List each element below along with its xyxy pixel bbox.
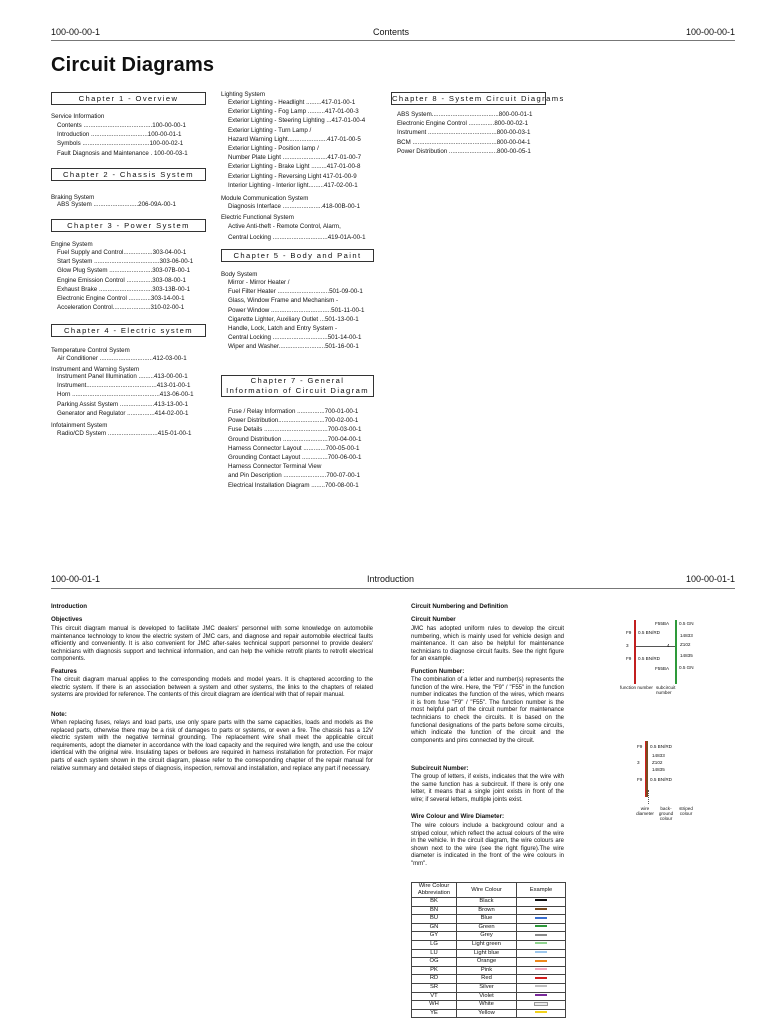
colour-abbreviation: PK xyxy=(412,966,457,975)
table-row xyxy=(412,915,566,924)
toc-entry[interactable]: and Pin Description .........................700-07-00-1 xyxy=(228,472,361,480)
toc-entry[interactable]: Power Distribution ............................800-00-05-1 xyxy=(397,147,531,155)
col-abbr-header: Wire Colour Abbreviation xyxy=(412,883,457,898)
colour-example xyxy=(517,906,566,915)
chapter-1-box: Chapter 1 - Overview xyxy=(51,92,206,105)
module-comm-list xyxy=(228,202,360,211)
label-14833: 14833 xyxy=(680,633,693,638)
chapter-5-box: Chapter 5 - Body and Paint xyxy=(221,249,374,262)
function-number-paragraph: The combination of a letter and number(s) represents the function of the wire. Here, the "F9" / "F55" in the function number indicates the function of the wires, which means it is from fuse "F9" / "F55". The function number is the most helpful part of the circuit number for maintenance technicians to check the circuits. It is based on the functional designations of the parts before some circuits, which indicate the function of the circuit and the components and pins connected by the circuit. xyxy=(411,677,564,744)
toc-entry[interactable]: Exterior Lighting - Steering Lighting ...417-01-00-4 xyxy=(228,117,366,125)
colour-swatch xyxy=(535,994,547,996)
features-paragraph: The circuit diagram manual applies to the corresponding models and model years. It is chaptered according to the electric system. If there is an association between a system and other systems, the links to the chapters of related systems are provided for reference. The contents of this circuit diagram are identical with that of repair manual. xyxy=(51,677,373,699)
note-heading: Note: xyxy=(51,711,67,718)
colour-example xyxy=(517,932,566,941)
infotainment-heading: Infotainment System xyxy=(51,422,108,429)
caption-background-colour: back-ground colour xyxy=(658,806,674,821)
toc-entry[interactable]: Exterior Lighting - Turn Lamp / xyxy=(228,126,312,134)
toc-entry[interactable]: Mirror - Mirror Heater / xyxy=(228,279,290,286)
lighting-list xyxy=(228,98,365,190)
toc-entry[interactable]: BCM .................................................800-00-04-1 xyxy=(397,138,531,146)
header-left-code: 100-00-00-1 xyxy=(51,27,101,37)
leader-line xyxy=(648,790,649,804)
chapter-4-box: Chapter 4 - Electric system xyxy=(51,324,206,337)
toc-entry[interactable]: Glass, Window Frame and Mechanism - xyxy=(228,297,339,305)
colour-name: Orange xyxy=(457,958,517,967)
toc-entry[interactable]: Harness Connector Terminal View xyxy=(228,463,322,471)
colour-swatch xyxy=(535,942,547,944)
header-left-code: 100-00-01-1 xyxy=(51,574,101,584)
colour-example xyxy=(517,940,566,949)
general-info-list xyxy=(228,407,361,490)
subcircuit-paragraph: The group of letters, if exists, indicates that the wire with the same function has a subcircuit. If there is only one letter, it means that a single joint exists in front of the wire; if several letters, multiple joints exist. xyxy=(411,774,564,803)
colour-abbreviation: SR xyxy=(412,983,457,992)
braking-heading: Braking System xyxy=(51,194,95,201)
label-3: 3 xyxy=(637,760,640,765)
label-bnrd: 0.5 BN/RD xyxy=(650,744,672,749)
colour-example xyxy=(517,975,566,984)
toc-entry[interactable]: Start System ......................................303-06-00-1 xyxy=(57,258,194,266)
label-bnrd: 0.5 BN/RD xyxy=(638,630,660,635)
toc-entry[interactable]: Engine Emission Control ...............303-08-00-1 xyxy=(57,276,186,284)
engine-heading: Engine System xyxy=(51,241,93,248)
colour-example xyxy=(517,898,566,907)
toc-entry[interactable]: Generator and Regulator ................414-02-00-1 xyxy=(57,409,189,417)
colour-name: Black xyxy=(457,898,517,907)
colour-example xyxy=(517,966,566,975)
wire-colour-heading: Wire Colour and Wire Diameter: xyxy=(411,813,505,820)
table-row xyxy=(412,949,566,958)
toc-entry[interactable]: Electronic Engine Control .............303-14-00-1 xyxy=(57,295,185,303)
colour-abbreviation: LG xyxy=(412,940,457,949)
colour-abbreviation: RD xyxy=(412,975,457,984)
label-4: 4 xyxy=(667,643,670,648)
toc-entry[interactable]: ABS System ..........................206-09A-00-1 xyxy=(57,201,176,208)
colour-example xyxy=(517,958,566,967)
toc-entry[interactable]: Grounding Contact Layout ...............700-06-00-1 xyxy=(228,454,362,462)
red-wire xyxy=(634,620,636,684)
green-wire xyxy=(675,620,677,684)
body-heading: Body System xyxy=(221,271,258,278)
toc-entry[interactable]: Cigarette Lighter, Auxiliary Outlet ...501-13-00-1 xyxy=(228,315,359,323)
temp-control-list xyxy=(57,354,187,363)
colour-abbreviation: BN xyxy=(412,906,457,915)
chapter-7-box: Chapter 7 - General Information of Circuit Diagram xyxy=(221,375,374,397)
header-rule xyxy=(51,40,735,41)
toc-entry[interactable]: Fuel Filter Heater ..............................501-09-00-1 xyxy=(228,288,363,296)
colour-name: Brown xyxy=(457,906,517,915)
col-name-header: Wire Colour xyxy=(457,883,517,898)
table-row xyxy=(412,966,566,975)
temp-control-heading: Temperature Control System xyxy=(51,347,130,354)
toc-entry[interactable]: Fault Diagnosis and Maintenance . 100-00-03-1 xyxy=(57,149,188,157)
toc-entry[interactable]: Introduction .................................100-00-01-1 xyxy=(57,131,182,139)
label-f55ba: F55BA xyxy=(655,621,670,626)
label-bnrd-lower: 0.5 BN/RD xyxy=(638,656,660,661)
objectives-paragraph: This circuit diagram manual is developed to facilitate JMC dealers' personnel with some knowledge on automobile maintenance technology to know the electric system of JMC cars, and diagnose and repair automobile electrical faults efficiently and conveniently. It is also convenient for JMC after-sales technical support personnel to provide dealers' technicians with diagnosis support and technical information, and can help the vehicle retrofit plants to retrofit electrical components. xyxy=(51,626,373,663)
label-f9-lower: F9 xyxy=(637,777,643,782)
colour-swatch xyxy=(535,908,547,910)
colour-abbreviation: WH xyxy=(412,1001,457,1010)
label-f9-lower: F9 xyxy=(626,656,632,661)
toc-entry[interactable]: Exterior Lighting - Fog Lamp ..........417-01-00-3 xyxy=(228,108,359,116)
chapter-2-box: Chapter 2 - Chassis System xyxy=(51,168,206,181)
module-comm-heading: Module Communication System xyxy=(221,195,309,202)
toc-entry[interactable]: Exhaust Brake ...............................303-13B-00-1 xyxy=(57,285,191,293)
numbering-heading: Circuit Numbering and Definition xyxy=(411,603,508,610)
service-info-list xyxy=(57,121,188,158)
colour-name: Blue xyxy=(457,915,517,924)
header-center-title: Contents xyxy=(373,27,410,37)
colour-abbreviation: LU xyxy=(412,949,457,958)
colour-name: Violet xyxy=(457,992,517,1001)
toc-entry[interactable]: Horn ...................................................413-06-00-1 xyxy=(57,391,194,399)
colour-swatch xyxy=(535,968,547,970)
colour-name: Yellow xyxy=(457,1009,517,1018)
note-paragraph: When replacing fuses, relays and load parts, use only spare parts with the same capacities, loads and models as the replaced parts, otherwise there may be a risk of damages to parts or systems, or even a fire. The chassis has a 12V electric system with the negative terminal grounding. The replacement wire shall meet the applicable circuit requirements, adopt the diameter in accordance with the load capacity and the required wire length, and use the colour identical with the original wire. Insulating tapes or bellows are required in harness installation for protection. For major parts of each system shown in the circuit diagram, please refer to the corresponding chapter of the repair manual for relative summary and detailed steps of diagnosis, inspection, removal and installation, and replace any part if necessary. xyxy=(51,720,373,772)
circuit-number-paragraph: JMC has adopted uniform rules to develop the circuit numbering, which is mainly used for vehicle design and maintenance. It can also be helpful for maintenance technicians to diagnose circuit faults. See the right figure for an example. xyxy=(411,626,564,663)
toc-entry[interactable]: Interior Lighting - Interior light.........417-02-00-1 xyxy=(228,181,358,189)
instrument-heading: Instrument and Warning System xyxy=(51,366,140,373)
toc-entry[interactable]: Central Locking ................................501-14-00-1 xyxy=(228,334,362,342)
colour-swatch xyxy=(535,985,547,987)
wire-colour-paragraph: The wire colours include a background colour and a striped colour, which reflect the actual colours of the wire in the vehicle. In the circuit diagram, the wire colours are shown next to the wire (see the right figure).The wire diameter is indicated in the front of the wire colours in "mm". xyxy=(411,823,564,867)
toc-entry[interactable]: Contents ........................................100-00-00-1 xyxy=(57,122,186,129)
objectives-heading: Objectives xyxy=(51,616,83,623)
toc-entry[interactable]: Symbols .......................................100-00-02-1 xyxy=(57,140,184,148)
colour-example xyxy=(517,983,566,992)
toc-entry[interactable]: Diagnosis Interface .......................418-00B-00-1 xyxy=(228,203,361,210)
toc-entry[interactable]: Ground Distribution ..........................700-04-00-1 xyxy=(228,435,362,443)
colour-example xyxy=(517,915,566,924)
toc-entry[interactable]: Power Window ...................................501-11-00-1 xyxy=(228,306,365,314)
table-header-row xyxy=(412,883,566,898)
system-diagrams-list xyxy=(397,110,533,156)
toc-entry[interactable]: Glow Plug System .........................303-07B-00-1 xyxy=(57,267,191,275)
label-f9: F9 xyxy=(626,630,632,635)
electric-functional-heading: Electric Functional System xyxy=(221,214,294,221)
colour-abbreviation: GN xyxy=(412,923,457,932)
colour-example xyxy=(517,1009,566,1018)
colour-swatch xyxy=(535,917,547,919)
colour-example xyxy=(517,992,566,1001)
colour-name: White xyxy=(457,1001,517,1010)
table-row xyxy=(412,1009,566,1018)
caption-subcircuit-number: subcircuit number xyxy=(656,685,676,695)
braking-list xyxy=(57,200,176,209)
colour-example xyxy=(517,949,566,958)
toc-entry[interactable]: Wiper and Washer...........................501-16-00-1 xyxy=(228,343,359,351)
intro-heading: Introduction xyxy=(51,603,88,610)
label-z102: Z102 xyxy=(652,760,663,765)
colour-swatch xyxy=(535,925,547,927)
caption-wire-diameter: wire diameter xyxy=(636,806,654,816)
toc-entry[interactable]: Active Anti-theft - Remote Control, Alarm, xyxy=(228,223,341,230)
service-info-heading: Service Information xyxy=(51,113,105,120)
table-row xyxy=(412,923,566,932)
toc-entry[interactable]: Hazard Warning Light.......................417-01-00-5 xyxy=(228,135,361,143)
toc-entry[interactable]: Number Plate Light ..........................417-01-00-7 xyxy=(228,154,362,162)
colour-abbreviation: YE xyxy=(412,1009,457,1018)
page-title: Circuit Diagrams xyxy=(51,54,215,76)
header-center-title: Introduction xyxy=(367,574,415,584)
colour-example xyxy=(517,1001,566,1010)
label-14833: 14833 xyxy=(652,753,665,758)
table-row xyxy=(412,958,566,967)
table-row xyxy=(412,1001,566,1010)
colour-name: Grey xyxy=(457,932,517,941)
label-f55ba-lower: F55BA xyxy=(655,666,670,671)
toc-entry[interactable]: Exterior Lighting - Reversing Light 417-01-00-9 xyxy=(228,172,357,180)
toc-entry[interactable]: Central Locking ................................419-01A-00-1 xyxy=(228,234,366,241)
table-row xyxy=(412,992,566,1001)
infotainment-list xyxy=(57,429,191,438)
colour-abbreviation: GY xyxy=(412,932,457,941)
colour-abbreviation: BU xyxy=(412,915,457,924)
chapter-8-box: Chapter 8 - System Circuit Diagrams xyxy=(392,94,565,103)
toc-entry[interactable]: Radio/CD System .............................415-01-00-1 xyxy=(57,430,192,437)
red-stripe xyxy=(645,741,646,797)
colour-name: Green xyxy=(457,923,517,932)
circuit-number-heading: Circuit Number xyxy=(411,616,456,623)
colour-abbreviation: VT xyxy=(412,992,457,1001)
chapter-3-box: Chapter 3 - Power System xyxy=(51,219,206,232)
label-bnrd-lower: 0.5 BN/RD xyxy=(650,777,672,782)
colour-swatch xyxy=(534,1002,548,1006)
colour-name: Silver xyxy=(457,983,517,992)
header-rule xyxy=(51,588,735,589)
toc-entry[interactable]: ABS System.......................................800-00-01-1 xyxy=(397,111,533,118)
table-row xyxy=(412,932,566,941)
colour-swatch xyxy=(535,934,547,936)
subcircuit-heading: Subcircuit Number: xyxy=(411,765,469,772)
colour-name: Red xyxy=(457,975,517,984)
toc-entry[interactable]: Parking Assist System ....................413-13-00-1 xyxy=(57,400,189,408)
toc-entry[interactable]: Fuse / Relay Information ................700-01-00-1 xyxy=(228,408,359,415)
toc-entry[interactable]: Electronic Engine Control ...............800-00-02-1 xyxy=(397,120,529,128)
toc-entry[interactable]: Harness Connector Layout .............700-05-00-1 xyxy=(228,444,360,452)
colour-name: Pink xyxy=(457,966,517,975)
table-row xyxy=(412,940,566,949)
toc-entry[interactable]: Fuel Supply and Control.................303-04-00-1 xyxy=(57,249,187,256)
label-14835: 14835 xyxy=(680,653,693,658)
header-right-code: 100-00-01-1 xyxy=(686,574,736,584)
table-row xyxy=(412,975,566,984)
toc-entry[interactable]: Handle, Lock, Latch and Entry System - xyxy=(228,325,338,333)
toc-entry[interactable]: Fuse Details .....................................700-03-00-1 xyxy=(228,426,362,434)
colour-name: Light green xyxy=(457,940,517,949)
lighting-heading: Lighting System xyxy=(221,91,266,98)
label-gn: 0.5 GN xyxy=(679,621,694,626)
colour-swatch xyxy=(535,1011,547,1013)
colour-swatch xyxy=(535,951,547,953)
label-14835: 14835 xyxy=(652,767,665,772)
features-heading: Features xyxy=(51,668,77,675)
toc-entry[interactable]: Instrument Panel Illumination .........413-00-00-1 xyxy=(57,373,188,380)
table-row xyxy=(412,898,566,907)
table-row xyxy=(412,906,566,915)
instrument-list xyxy=(57,372,194,418)
toc-entry[interactable]: Power Distribution...........................700-02-00-1 xyxy=(228,417,359,425)
label-f9: F9 xyxy=(637,744,643,749)
colour-abbreviation: OG xyxy=(412,958,457,967)
body-list xyxy=(228,278,364,352)
col-example-header: Example xyxy=(517,883,566,898)
label-z102: Z102 xyxy=(680,642,691,647)
toc-entry[interactable]: Instrument ........................................800-00-03-1 xyxy=(397,129,531,137)
toc-entry[interactable]: Electrical Installation Diagram ........700-08-00-1 xyxy=(228,481,359,489)
colour-swatch xyxy=(535,899,547,901)
function-number-heading: Function Number: xyxy=(411,668,465,675)
label-gn-lower: 0.5 GN xyxy=(679,665,694,670)
label-3: 3 xyxy=(626,643,629,648)
colour-example xyxy=(517,923,566,932)
toc-entry[interactable]: Exterior Lighting - Position lamp / xyxy=(228,145,319,153)
colour-swatch xyxy=(535,960,547,962)
caption-function-number: function number xyxy=(620,685,653,690)
toc-entry[interactable]: Exterior Lighting - Brake Light .........417-01-00-8 xyxy=(228,163,361,171)
colour-name: Light blue xyxy=(457,949,517,958)
header-right-code: 100-00-00-1 xyxy=(686,27,736,37)
toc-entry[interactable]: Acceleration Control......................310-02-00-1 xyxy=(57,304,185,312)
caption-striped-colour: striped colour xyxy=(679,806,693,816)
colour-swatch xyxy=(535,977,547,979)
toc-entry[interactable]: Instrument.........................................413-01-00-1 xyxy=(57,382,191,390)
engine-list xyxy=(57,248,193,312)
electric-functional-list xyxy=(228,221,366,243)
toc-entry[interactable]: Exterior Lighting - Headlight .........417-01-00-1 xyxy=(228,99,356,106)
wire-colour-table xyxy=(411,882,566,1018)
colour-abbreviation: BK xyxy=(412,898,457,907)
table-row xyxy=(412,983,566,992)
toc-entry[interactable]: Air Conditioner ...............................412-03-00-1 xyxy=(57,355,187,362)
